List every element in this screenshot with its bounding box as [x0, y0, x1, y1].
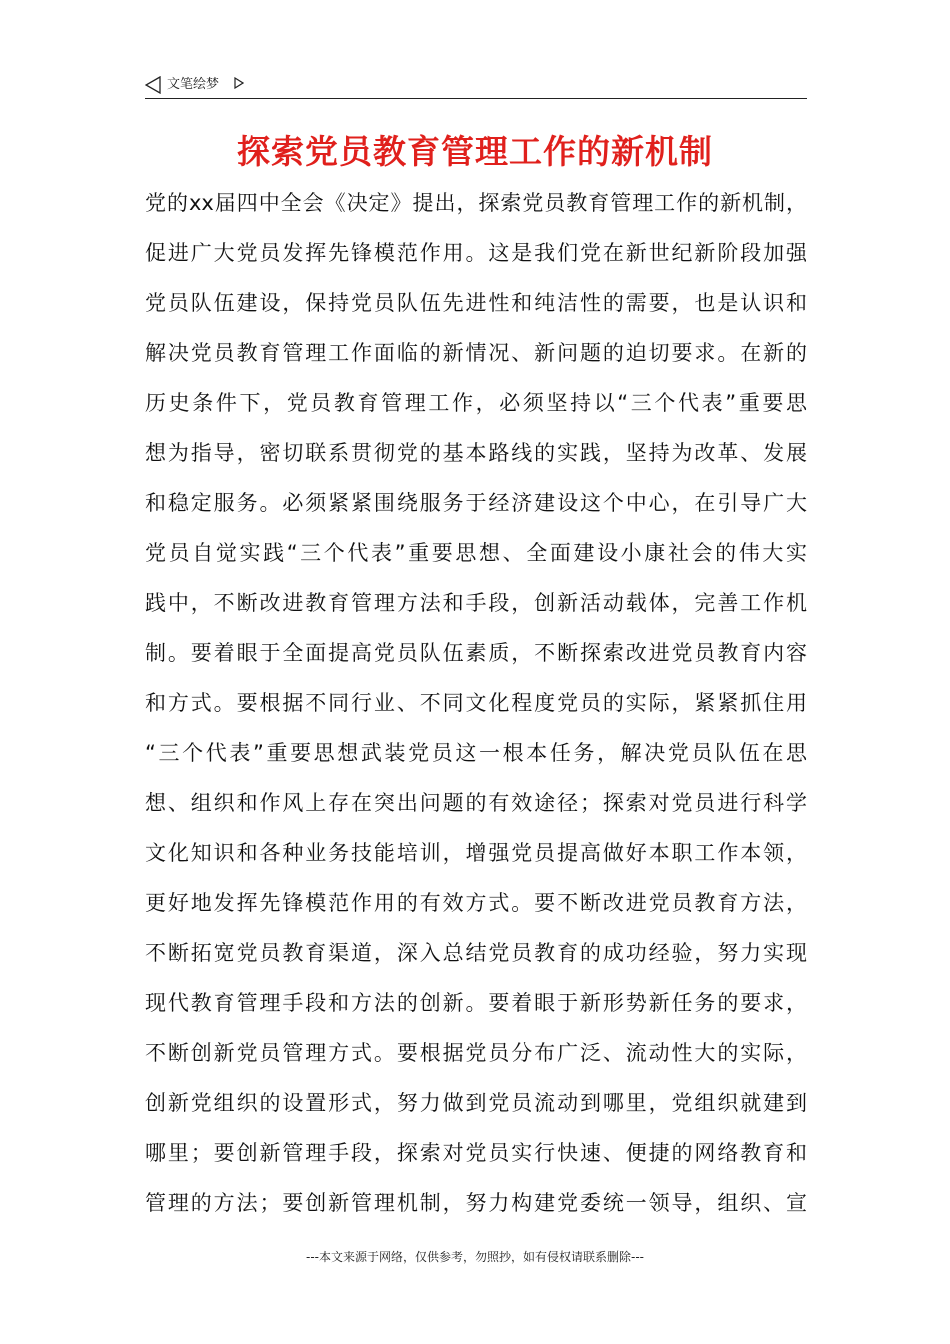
body-line: 不断拓宽党员教育渠道，深入总结党员教育的成功经验，努力实现 [145, 941, 807, 965]
document-title: 探索党员教育管理工作的新机制 [237, 132, 713, 171]
triangle-right-icon [234, 77, 244, 89]
body-line: 想为指导，密切联系贯彻党的基本路线的实践，坚持为改革、发展 [145, 441, 807, 465]
body-line: 和稳定服务。必须紧紧围绕服务于经济建设这个中心，在引导广大 [145, 491, 807, 515]
body-line: 现代教育管理手段和方法的创新。要着眼于新形势新任务的要求， [145, 991, 807, 1015]
body-line: 哪里；要创新管理手段，探索对党员实行快速、便捷的网络教育和 [145, 1141, 807, 1165]
header-brand: 文笔绘梦 [167, 77, 220, 92]
body-line: 不断创新党员管理方式。要根据党员分布广泛、流动性大的实际， [145, 1041, 807, 1065]
body-line: 创新党组织的设置形式，努力做到党员流动到哪里，党组织就建到 [145, 1091, 807, 1115]
body-line: 党的xx届四中全会《决定》提出，探索党员教育管理工作的新机制， [145, 191, 807, 215]
body-line: 制。要着眼于全面提高党员队伍素质，不断探索改进党员教育内容 [145, 641, 807, 665]
body-line: 践中，不断改进教育管理方法和手段，创新活动载体，完善工作机 [145, 591, 807, 615]
body-line: 想、组织和作风上存在突出问题的有效途径；探索对党员进行科学 [145, 791, 807, 815]
body-line: 党员队伍建设，保持党员队伍先进性和纯洁性的需要，也是认识和 [145, 291, 807, 315]
triangle-left-icon [145, 76, 161, 94]
body-line: 更好地发挥先锋模范作用的有效方式。要不断改进党员教育方法， [145, 891, 807, 915]
body-line: 管理的方法；要创新管理机制，努力构建党委统一领导，组织、宣 [145, 1191, 807, 1215]
body-line: “三个代表”重要思想武装党员这一根本任务，解决党员队伍在思 [145, 741, 807, 765]
body-line: 党员自觉实践“三个代表”重要思想、全面建设小康社会的伟大实 [145, 541, 807, 565]
body-line: 促进广大党员发挥先锋模范作用。这是我们党在新世纪新阶段加强 [145, 241, 807, 265]
page-footer: ---本文来源于网络，仅供参考，勿照抄，如有侵权请联系删除--- [306, 1250, 644, 1264]
document-body [145, 181, 807, 1231]
body-line: 解决党员教育管理工作面临的新情况、新问题的迫切要求。在新的 [145, 341, 807, 365]
body-line: 文化知识和各种业务技能培训，增强党员提高做好本职工作本领， [145, 841, 807, 865]
body-line: 和方式。要根据不同行业、不同文化程度党员的实际，紧紧抓住用 [145, 691, 807, 715]
page-header [145, 74, 807, 99]
body-line: 历史条件下，党员教育管理工作，必须坚持以“三个代表”重要思 [145, 391, 807, 415]
